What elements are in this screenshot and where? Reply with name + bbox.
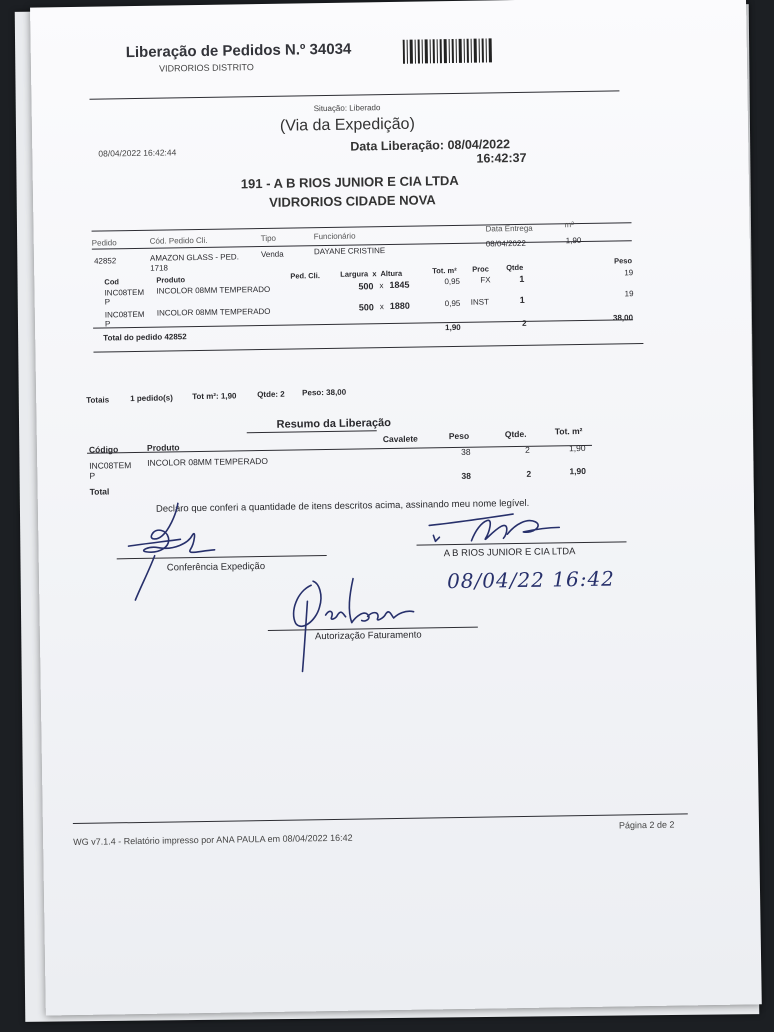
summary-total-label: Total [89, 486, 110, 497]
totals-label: Totais [86, 395, 110, 405]
summary-title: Resumo da Liberação [276, 417, 392, 431]
summary-product: INCOLOR 08MM TEMPERADO [147, 455, 269, 468]
item-weight: 19 [624, 268, 634, 278]
totals-qty: Qtde: 2 [257, 389, 285, 400]
conferencia-signature [118, 495, 230, 607]
item-code: INC08TEM [104, 287, 145, 298]
item-proc: INST [470, 297, 490, 307]
item-height: 1845 [389, 279, 410, 291]
summary-qty: 2 [524, 444, 530, 455]
col-data-entrega: Data Entrega [485, 223, 533, 234]
company-name: VIDRORIOS DISTRITO [158, 62, 254, 74]
footer-page-number: Página 2 de 2 [618, 819, 675, 831]
item-code-cont: P [104, 297, 111, 307]
footer-divider [73, 813, 688, 824]
item-product: INCOLOR 08MM TEMPERADO [156, 306, 271, 318]
order-total-line [93, 319, 633, 328]
order-delivery-date: 08/04/2022 [485, 238, 526, 249]
summary-col-cavalete: Cavalete [382, 433, 418, 445]
item-product: INCOLOR 08MM TEMPERADO [156, 284, 271, 296]
item-width: 500 [358, 281, 374, 292]
order-top-line [92, 222, 632, 231]
order-employee: DAYANE CRISTINE [313, 246, 386, 257]
col-m2: m² [564, 220, 574, 230]
item-col-ped-cli: Ped. Cli. [290, 271, 320, 281]
handwritten-date: 08/04/22 16:42 [446, 566, 616, 594]
item-m2: 0,95 [444, 276, 461, 287]
summary-col-tot-m2: Tot. m² [554, 425, 583, 437]
item-col-dimensions: Largura x Altura [340, 268, 403, 279]
header-divider [89, 90, 619, 99]
declaration-text: Declaro que conferi a quantidade de itens descritos acima, assinando meu nome legível. [155, 497, 530, 515]
item-width: 500 [358, 302, 374, 313]
item-qty: 1 [519, 273, 525, 284]
client-store: VIDRORIOS CIDADE NOVA [269, 192, 436, 210]
summary-col-produto: Produto [146, 442, 180, 453]
document-title: Liberação de Pedidos N.º 34034 [125, 40, 352, 62]
conferencia-label: Conferência Expedição [166, 561, 266, 574]
totals-orders: 1 pedido(s) [130, 393, 173, 404]
item-m2: 0,95 [444, 298, 461, 309]
order-total-m2: 1,90 [445, 322, 461, 333]
print-datetime: 08/04/2022 16:42:44 [98, 147, 177, 159]
item-qty: 1 [519, 294, 525, 305]
item-col-produto: Produto [156, 275, 186, 285]
barcode-icon [403, 36, 495, 65]
order-m2: 1,90 [565, 235, 582, 246]
item-proc: FX [480, 275, 491, 285]
summary-m2: 1,90 [568, 442, 586, 454]
totals-weight: Peso: 38,00 [302, 387, 347, 398]
item-times: x [379, 302, 384, 312]
footer-printed-by: WG v7.1.4 - Relatório impresso por ANA PAULA em 08/04/2022 16:42 [73, 832, 353, 848]
status-label: Situação: Liberado [313, 103, 381, 114]
order-total-label: Total do pedido 42852 [103, 332, 187, 343]
item-col-peso: Peso [614, 256, 633, 266]
order-total-qty: 2 [521, 318, 527, 328]
item-code-cont: P [104, 319, 111, 329]
order-total-weight: 38,00 [612, 313, 634, 323]
item-col-proc: Proc [472, 264, 489, 274]
summary-weight: 38 [460, 446, 471, 457]
item-code: INC08TEM [104, 309, 145, 320]
summary-code-cont: P [89, 470, 96, 481]
autorizacao-label: Autorização Faturamento [314, 629, 422, 643]
order-type: Venda [260, 249, 284, 260]
client-name: 191 - A B RIOS JUNIOR E CIA LTDA [240, 172, 459, 192]
via-label: (Via da Expedição) [279, 115, 415, 135]
summary-code: INC08TEM [89, 460, 132, 471]
client-signature [423, 499, 574, 561]
item-times: x [379, 281, 384, 291]
order-number: 42852 [93, 256, 117, 266]
item-col-qtde: Qtde [506, 262, 524, 273]
summary-col-peso: Peso [448, 430, 470, 442]
summary-col-codigo: Código [88, 444, 119, 455]
summary-col-qtde: Qtde. [504, 428, 527, 440]
autorizacao-signature [267, 569, 429, 681]
summary-title-underline [247, 430, 377, 433]
totals-m2: Tot m²: 1,90 [192, 391, 237, 402]
release-date: Data Liberação: 08/04/2022 [350, 137, 511, 154]
order-bottom-line [93, 343, 643, 353]
summary-total-qty: 2 [526, 468, 532, 479]
document-page [30, 0, 762, 1015]
col-funcionario: Funcionário [313, 231, 356, 242]
item-height: 1880 [389, 300, 410, 312]
item-col-cod: Cod [104, 277, 120, 287]
order-client-code-cont: 1718 [150, 263, 169, 273]
release-time: 16:42:37 [476, 150, 527, 166]
col-pedido: Pedido [91, 238, 117, 248]
client-signature-label: A B RIOS JUNIOR E CIA LTDA [443, 546, 576, 560]
item-weight: 19 [624, 289, 634, 299]
summary-total-m2: 1,90 [569, 465, 587, 477]
order-client-code: AMAZON GLASS - PED. [149, 252, 239, 263]
item-col-tot-m2: Tot. m² [432, 265, 457, 276]
summary-total-weight: 38 [461, 470, 471, 481]
col-tipo: Tipo [260, 233, 277, 244]
col-cod-pedido-cli: Cód. Pedido Cli. [149, 235, 208, 246]
